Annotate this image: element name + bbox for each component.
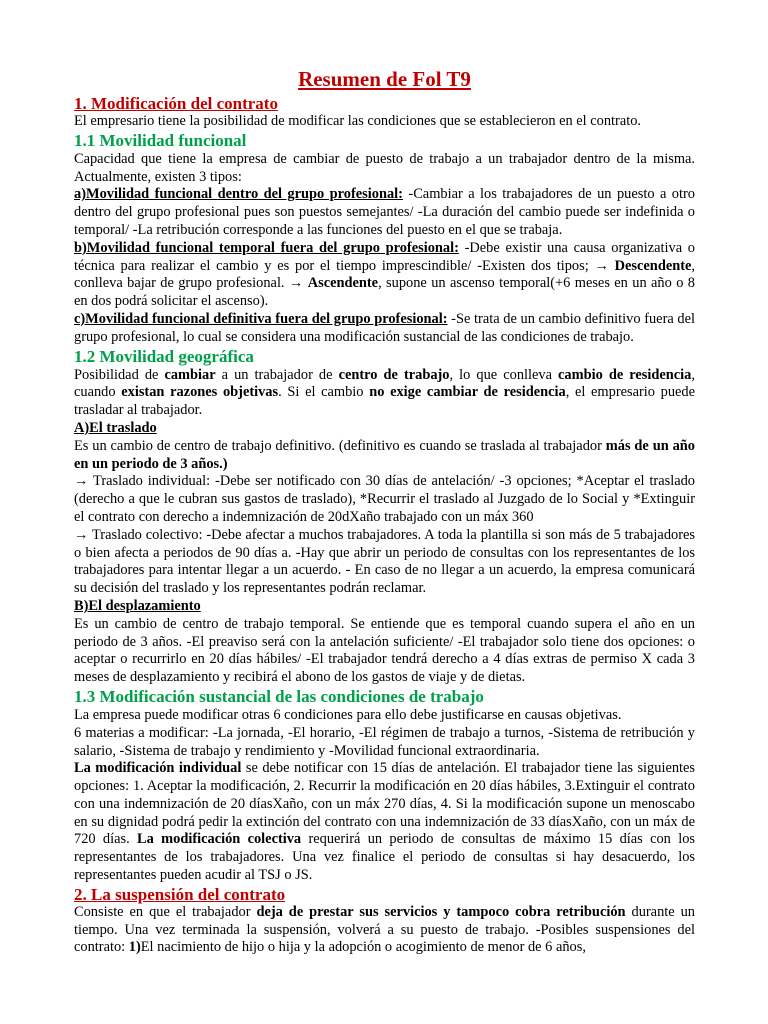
modificacion-colectiva-label: La modificación colectiva [137,831,302,848]
section-1-1-a-text: -Cambiar a los trabajadores de un puesto a otro dentro del grupo profesional pues son puestos semejantes/ -La duración del cambio puede ser indefinida o temporal/ -La retribución corresponde a las funciones del puesto en el que se trabaja. [74,186,695,238]
section-1-1-c-text: -Se trata de un cambio definitivo fuera del grupo profesional, lo cual se considera una modificación sustancial de las condiciones de trabajo. [74,310,695,345]
section-2-text [74,904,695,957]
section-1-1-b-ascendente: Ascendente [307,275,379,292]
s12-b4: existan razones objetivas [121,384,279,401]
section-1-3-p3 [74,760,695,885]
s2-t3: El nacimiento de hijo o hija y la adopción o acogimiento de menor de 6 años, [140,939,586,956]
section-1-1-c-label: c)Movilidad funcional definitiva fuera del grupo profesional: [74,310,448,327]
s12-t6: , el empresario puede trasladar al trabajador. [74,384,696,419]
section-1-1-b-descendente: Descendente [614,257,692,274]
s12-b2: centro de trabajo [338,366,450,383]
s12-t5: . Si el cambio [278,384,370,401]
section-1-2-heading: 1.2 Movilidad geográfica [74,346,254,366]
s12-t1: Posibilidad de [74,366,165,383]
section-1-heading: 1. Modificación del contrato [74,94,278,113]
s12-t4: , cuando [74,366,695,401]
section-1-1-b-text-1: -Debe existir una causa organizativa o técnica para realizar el cambio y es por el tiempo imprescindible/ -Existen dos tipos; → [74,239,695,274]
section-1-1-a-label: a)Movilidad funcional dentro del grupo profesional: [74,186,403,203]
traslado-def-text: Es un cambio de centro de trabajo definitivo. (definitivo es cuando se traslada al trabajador [74,437,606,454]
traslado-definition [74,438,695,474]
section-1-1-b-text-2: , conlleva bajar de grupo profesional. → [74,257,695,292]
section-1-1-c [74,311,695,347]
section-1-1-b [74,240,695,311]
section-1-intro: El empresario tiene la posibilidad de modificar las condiciones que se establecieron en el contrato. [74,113,642,129]
s12-b1: cambiar [164,366,216,383]
modificacion-individual-label: La modificación individual [74,760,242,777]
section-1-3-p2: 6 materias a modificar: -La jornada, -El horario, -El régimen de trabajo a turnos, -Sistema de retribución y salario, -Sistema de trabajo y rendimiento y -Movilidad funcional extraordinaria. [74,724,695,759]
document-title: Resumen de Fol T9 [298,67,471,91]
s2-t1: Consiste en que el trabajador [74,903,257,920]
traslado-individual: → Traslado individual: -Debe ser notificado con 30 días de antelación/ -3 opciones; *Aceptar el traslado (derecho a que le cubran sus gastos de traslado), *Recurrir el traslado al Juzgado de lo Social y *Extinguir el contrato con derecho a indemnización de 20dXaño trabajado con un máx 360 [74,473,695,525]
traslado-def-bold: más de un año en un periodo de 3 años.) [74,437,695,472]
traslado-heading: A)El traslado [74,419,157,436]
modificacion-colectiva-text: requerirá un periodo de consultas de máximo 15 días con los representantes de los trabajadores. Una vez finalice el periodo de consultas si hay desacuerdo, los representantes pueden acudir al TSJ o JS. [74,831,695,884]
s2-b2: 1) [128,939,141,956]
section-1-3-p1: La empresa puede modificar otras 6 condiciones para ello debe justificarse en causas objetivas. [74,706,622,723]
desplazamiento-text: Es un cambio de centro de trabajo temporal. Se entiende que es temporal cuando supera el año en un periodo de 3 años. -El preaviso será con la antelación suficiente/ -El trabajador solo tiene dos opciones: o aceptar o recurrirlo en 20 días hábiles/ -El trabajador tendrá derecho a 4 días extras de permiso X cada 3 meses de desplazamiento y recibirá el abono de los gastos de viaje y de dietas. [74,615,695,686]
s12-b3: cambio de residencia [558,366,692,383]
s2-t2: durante un tiempo. Una vez terminada la suspensión, volverá a su puesto de trabajo. -Posibles suspensiones del contrato: [74,903,695,956]
s12-t2: a un trabajador de [215,366,339,383]
section-1-1-b-label: b)Movilidad funcional temporal fuera del grupo profesional: [74,239,459,256]
section-1-1-a [74,186,695,239]
s2-b1: deja de prestar sus servicios y tampoco cobra retribución [256,903,626,920]
s12-t3: , lo que conlleva [449,366,559,383]
desplazamiento-heading: B)El desplazamiento [74,597,201,614]
section-1-3-heading: 1.3 Modificación sustancial de las condiciones de trabajo [74,686,484,706]
section-1-1-b-text-3: , supone un ascenso temporal(+6 meses en un año o 8 en dos podrá solicitar el ascenso). [74,275,695,310]
traslado-colectivo: → Traslado colectivo: -Debe afectar a muchos trabajadores. A toda la plantilla si son más de 5 trabajadores o bien afecta a periodos de 90 días a. -Hay que abrir un periodo de consultas con los representantes de los trabajadores para intentar llegar a un acuerdo. - En caso de no llegar a un acuerdo, la empresa comunicará su decisión del traslado y los representantes podrán reclamar. [74,526,695,597]
section-1-1-intro: Capacidad que tiene la empresa de cambiar de puesto de trabajo a un trabajador dentro de la misma. Actualmente, existen 3 tipos: [74,150,695,185]
s12-b5: no exige cambiar de residencia [369,384,566,401]
section-1-2-intro [74,367,695,420]
section-2-heading: 2. La suspensión del contrato [74,884,286,904]
section-1-1-heading: 1.1 Movilidad funcional [74,130,247,150]
modificacion-individual-text: se debe notificar con 15 días de antelación. El trabajador tiene las siguientes opciones: 1. Aceptar la modificación, 2. Recurrir la modificación en 20 días hábiles, 3.Extinguir el contrato con una indemnización de 20 díasXaño, con un máx 270 días, 4. Si la modificación supone un menoscabo en su dignidad podrá pedir la extinción del contrato con una indemnización de 33 díasXaño, con un máx de 720 días. [74,760,696,848]
